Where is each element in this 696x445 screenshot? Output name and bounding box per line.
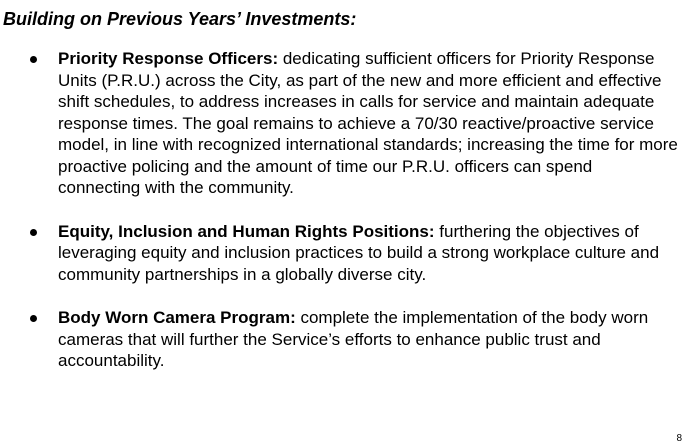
bullet-icon [30,229,37,236]
bullet-text: dedicating sufficient officers for Priority Response Units (P.R.U.) across the City, as part of the new and more efficient and effective shift schedules, to address increases in calls for service and maintain adequate response times. The goal remains to achieve a 70/30 reactive/proactive service model, in line with recognized international standards; increasing the time for more proactive policing and the amount of time our P.R.U. officers can spend connecting with the community. [58,49,678,197]
bullet-icon [30,56,37,63]
list-item [0,48,696,199]
bullet-title: Body Worn Camera Program: [58,308,296,327]
bullet-title: Equity, Inclusion and Human Rights Positions: [58,221,435,241]
section-heading: Building on Previous Years’ Investments: [3,9,357,29]
bullet-text: furthering the objectives of leveraging equity and inclusion practices to build a strong workplace culture and community partnerships in a globally diverse city. [58,221,660,284]
page-number: 8 [676,433,682,444]
bullet-icon [30,315,37,322]
list-item [0,221,696,286]
bullet-title: Priority Response Officers: [58,49,279,68]
investment-list [0,48,696,394]
list-item [0,307,696,372]
bullet-text: complete the implementation of the body worn cameras that will further the Service’s efforts to enhance public trust and accountability. [58,308,649,370]
